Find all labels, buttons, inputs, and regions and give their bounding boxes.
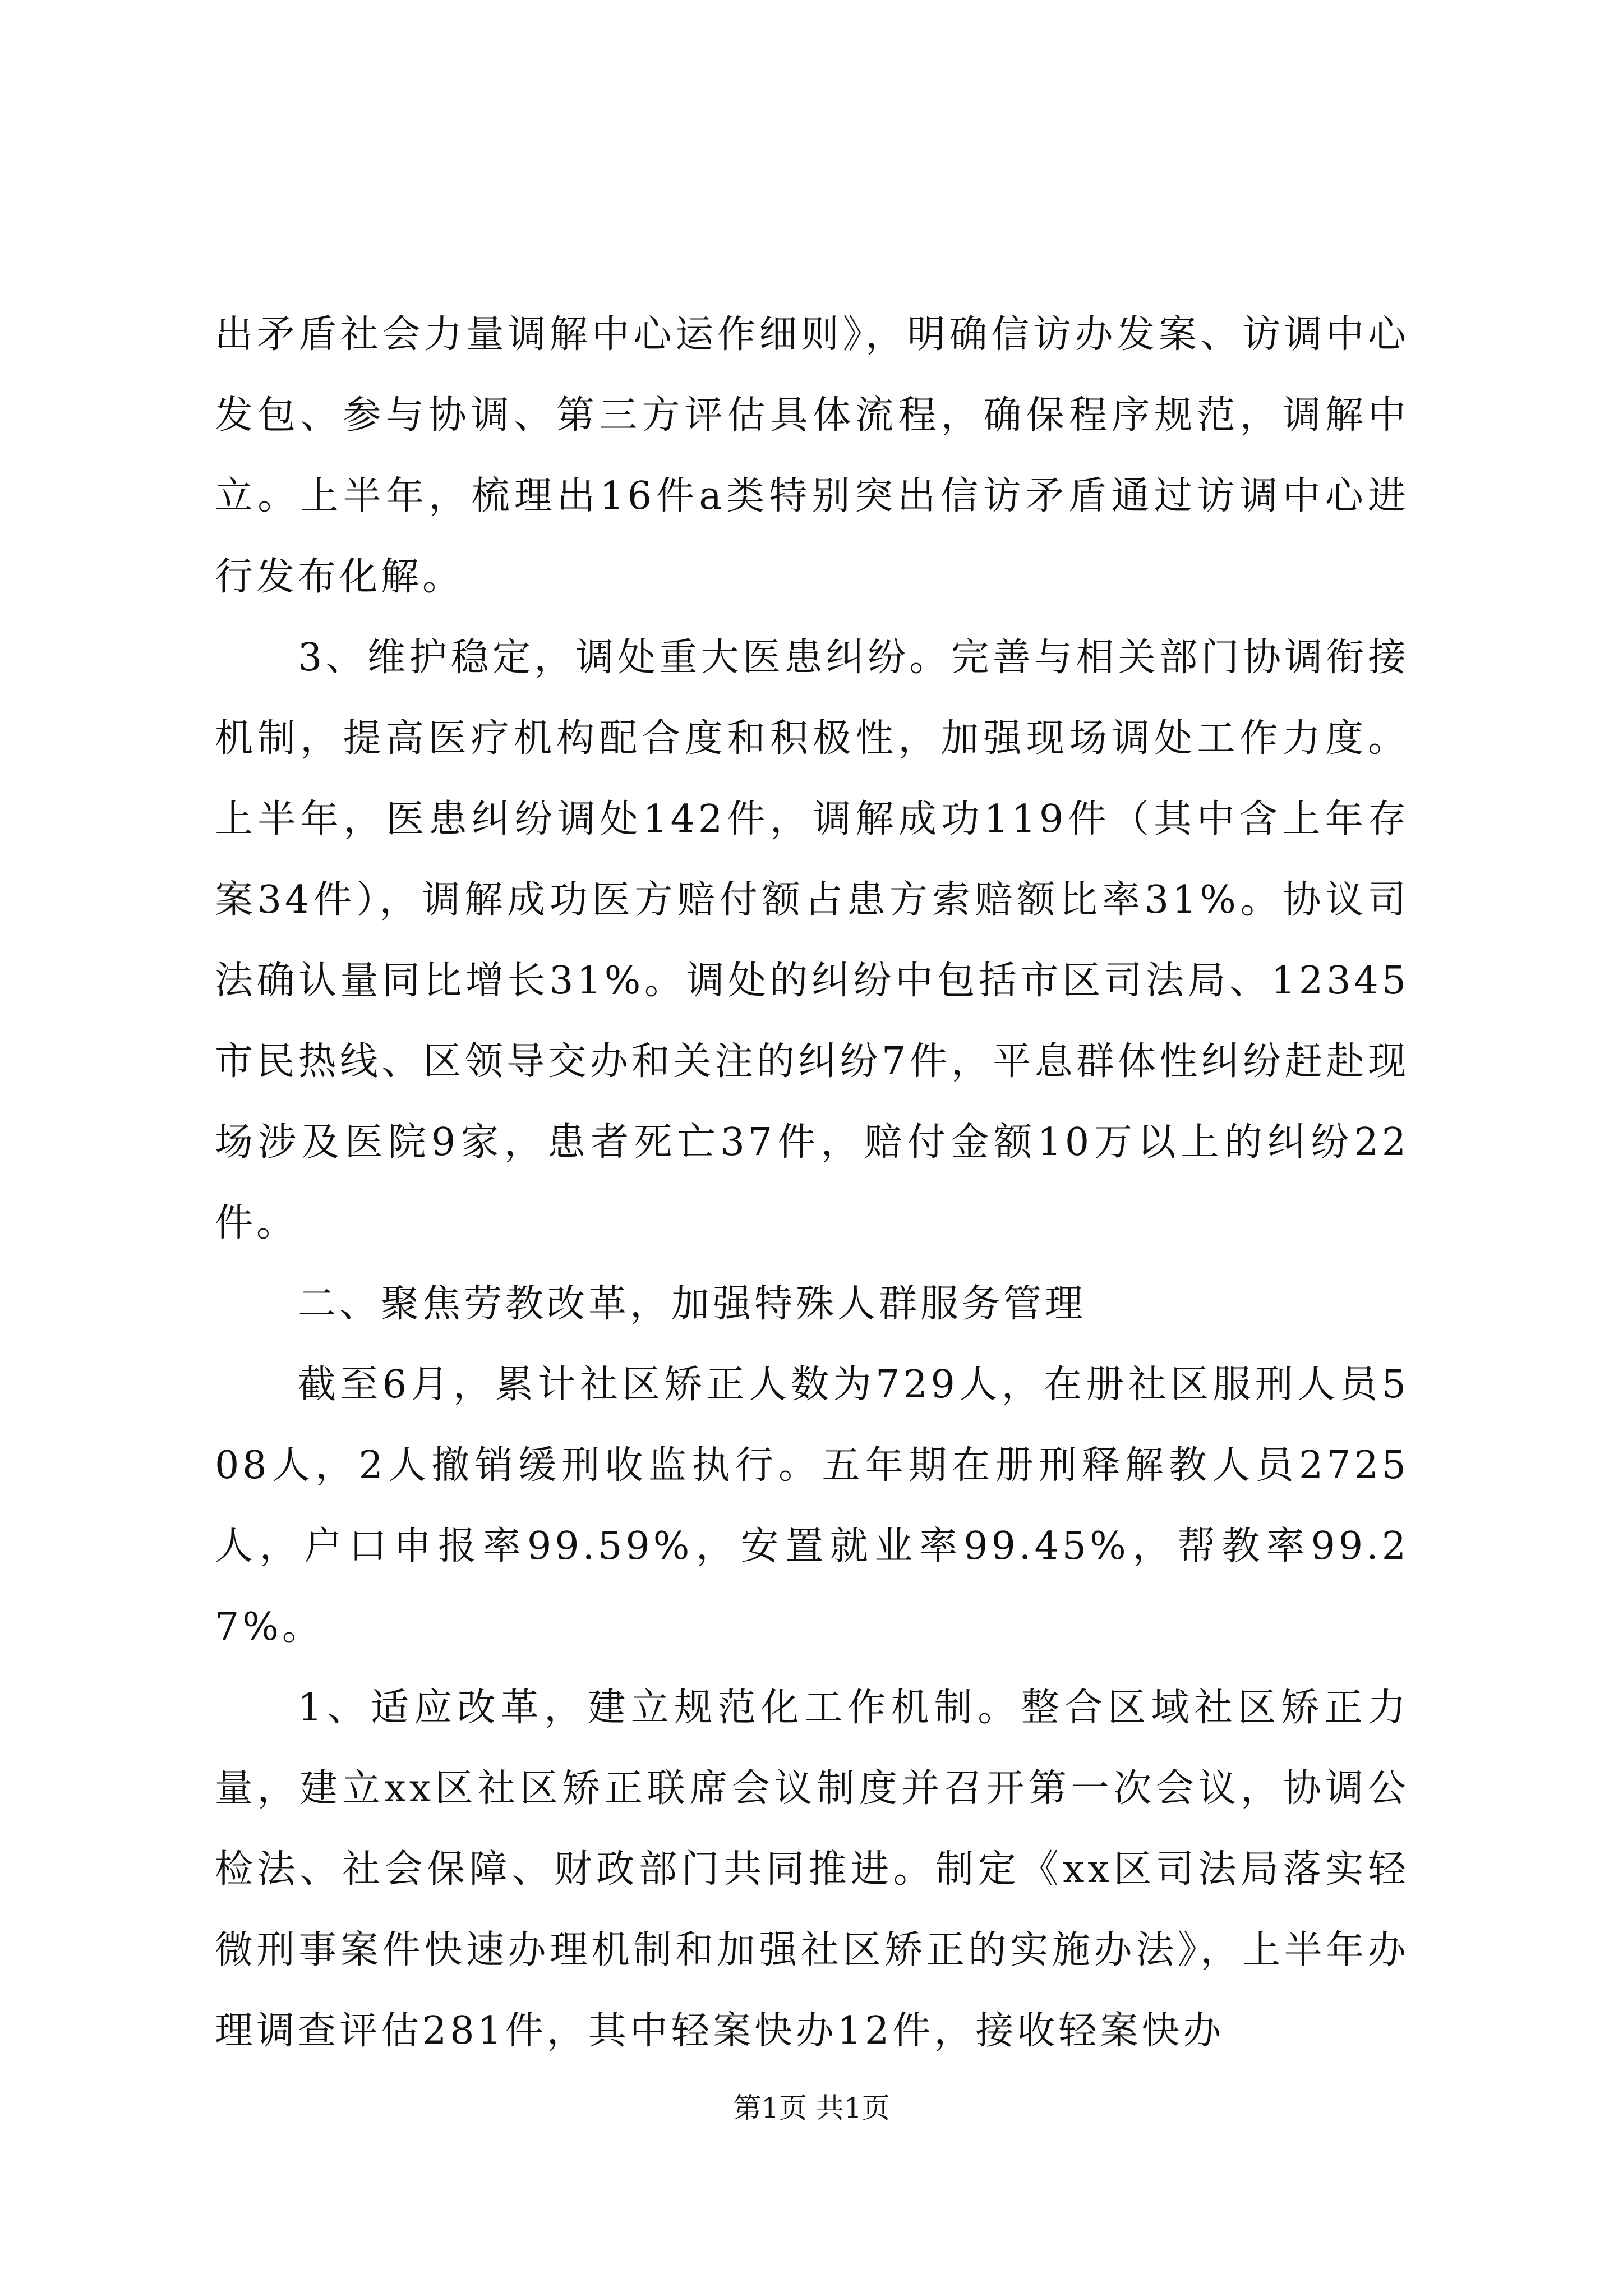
page-number: 第1页 共1页: [733, 2092, 890, 2124]
section-heading-special-groups: 二、聚焦劳教改革，加强特殊人群服务管理: [298, 1282, 1087, 1326]
paragraph-continued: 出矛盾社会力量调解中心运作细则》，明确信访办发案、访调中心发包、参与协调、第三方评估具体流程，确保程序规范，调解中立。上半年，梳理出16件a类特别突出信访矛盾通过访调中心进行发布化解。: [215, 312, 1409, 599]
paragraph-community-correction-stats: 截至6月，累计社区矫正人数为729人，在册社区服刑人员508人，2人撤销缓刑收监执行。五年期在册刑释解教人员2725人，户口申报率99.59%，安置就业率99.45%，帮教率99.27%。: [215, 1363, 1409, 1649]
document-body: [215, 295, 1409, 2072]
page-footer: [0, 2091, 1623, 2125]
paragraph-medical-disputes: 3、维护稳定，调处重大医患纠纷。完善与相关部门协调衔接机制，提高医疗机构配合度和积极性，加强现场调处工作力度。上半年，医患纠纷调处142件，调解成功119件（其中含上年存案34件），调解成功医方赔付额占患方索赔额比率31%。协议司法确认量同比增长31%。调处的纠纷中包括市区司法局、12345市民热线、区领导交办和关注的纠纷7件，平息群体性纠纷赶赴现场涉及医院9家，患者死亡37件，赔付金额10万以上的纠纷22件。: [215, 636, 1409, 1245]
paragraph-reform-mechanism: 1、适应改革，建立规范化工作机制。整合区域社区矫正力量，建立xx区社区矫正联席会议制度并召开第一次会议，协调公检法、社会保障、财政部门共同推进。制定《xx区司法局落实轻微刑事案件快速办理机制和加强社区矫正的实施办法》，上半年办理调查评估281件，其中轻案快办12件，接收轻案快办: [215, 1686, 1409, 2053]
